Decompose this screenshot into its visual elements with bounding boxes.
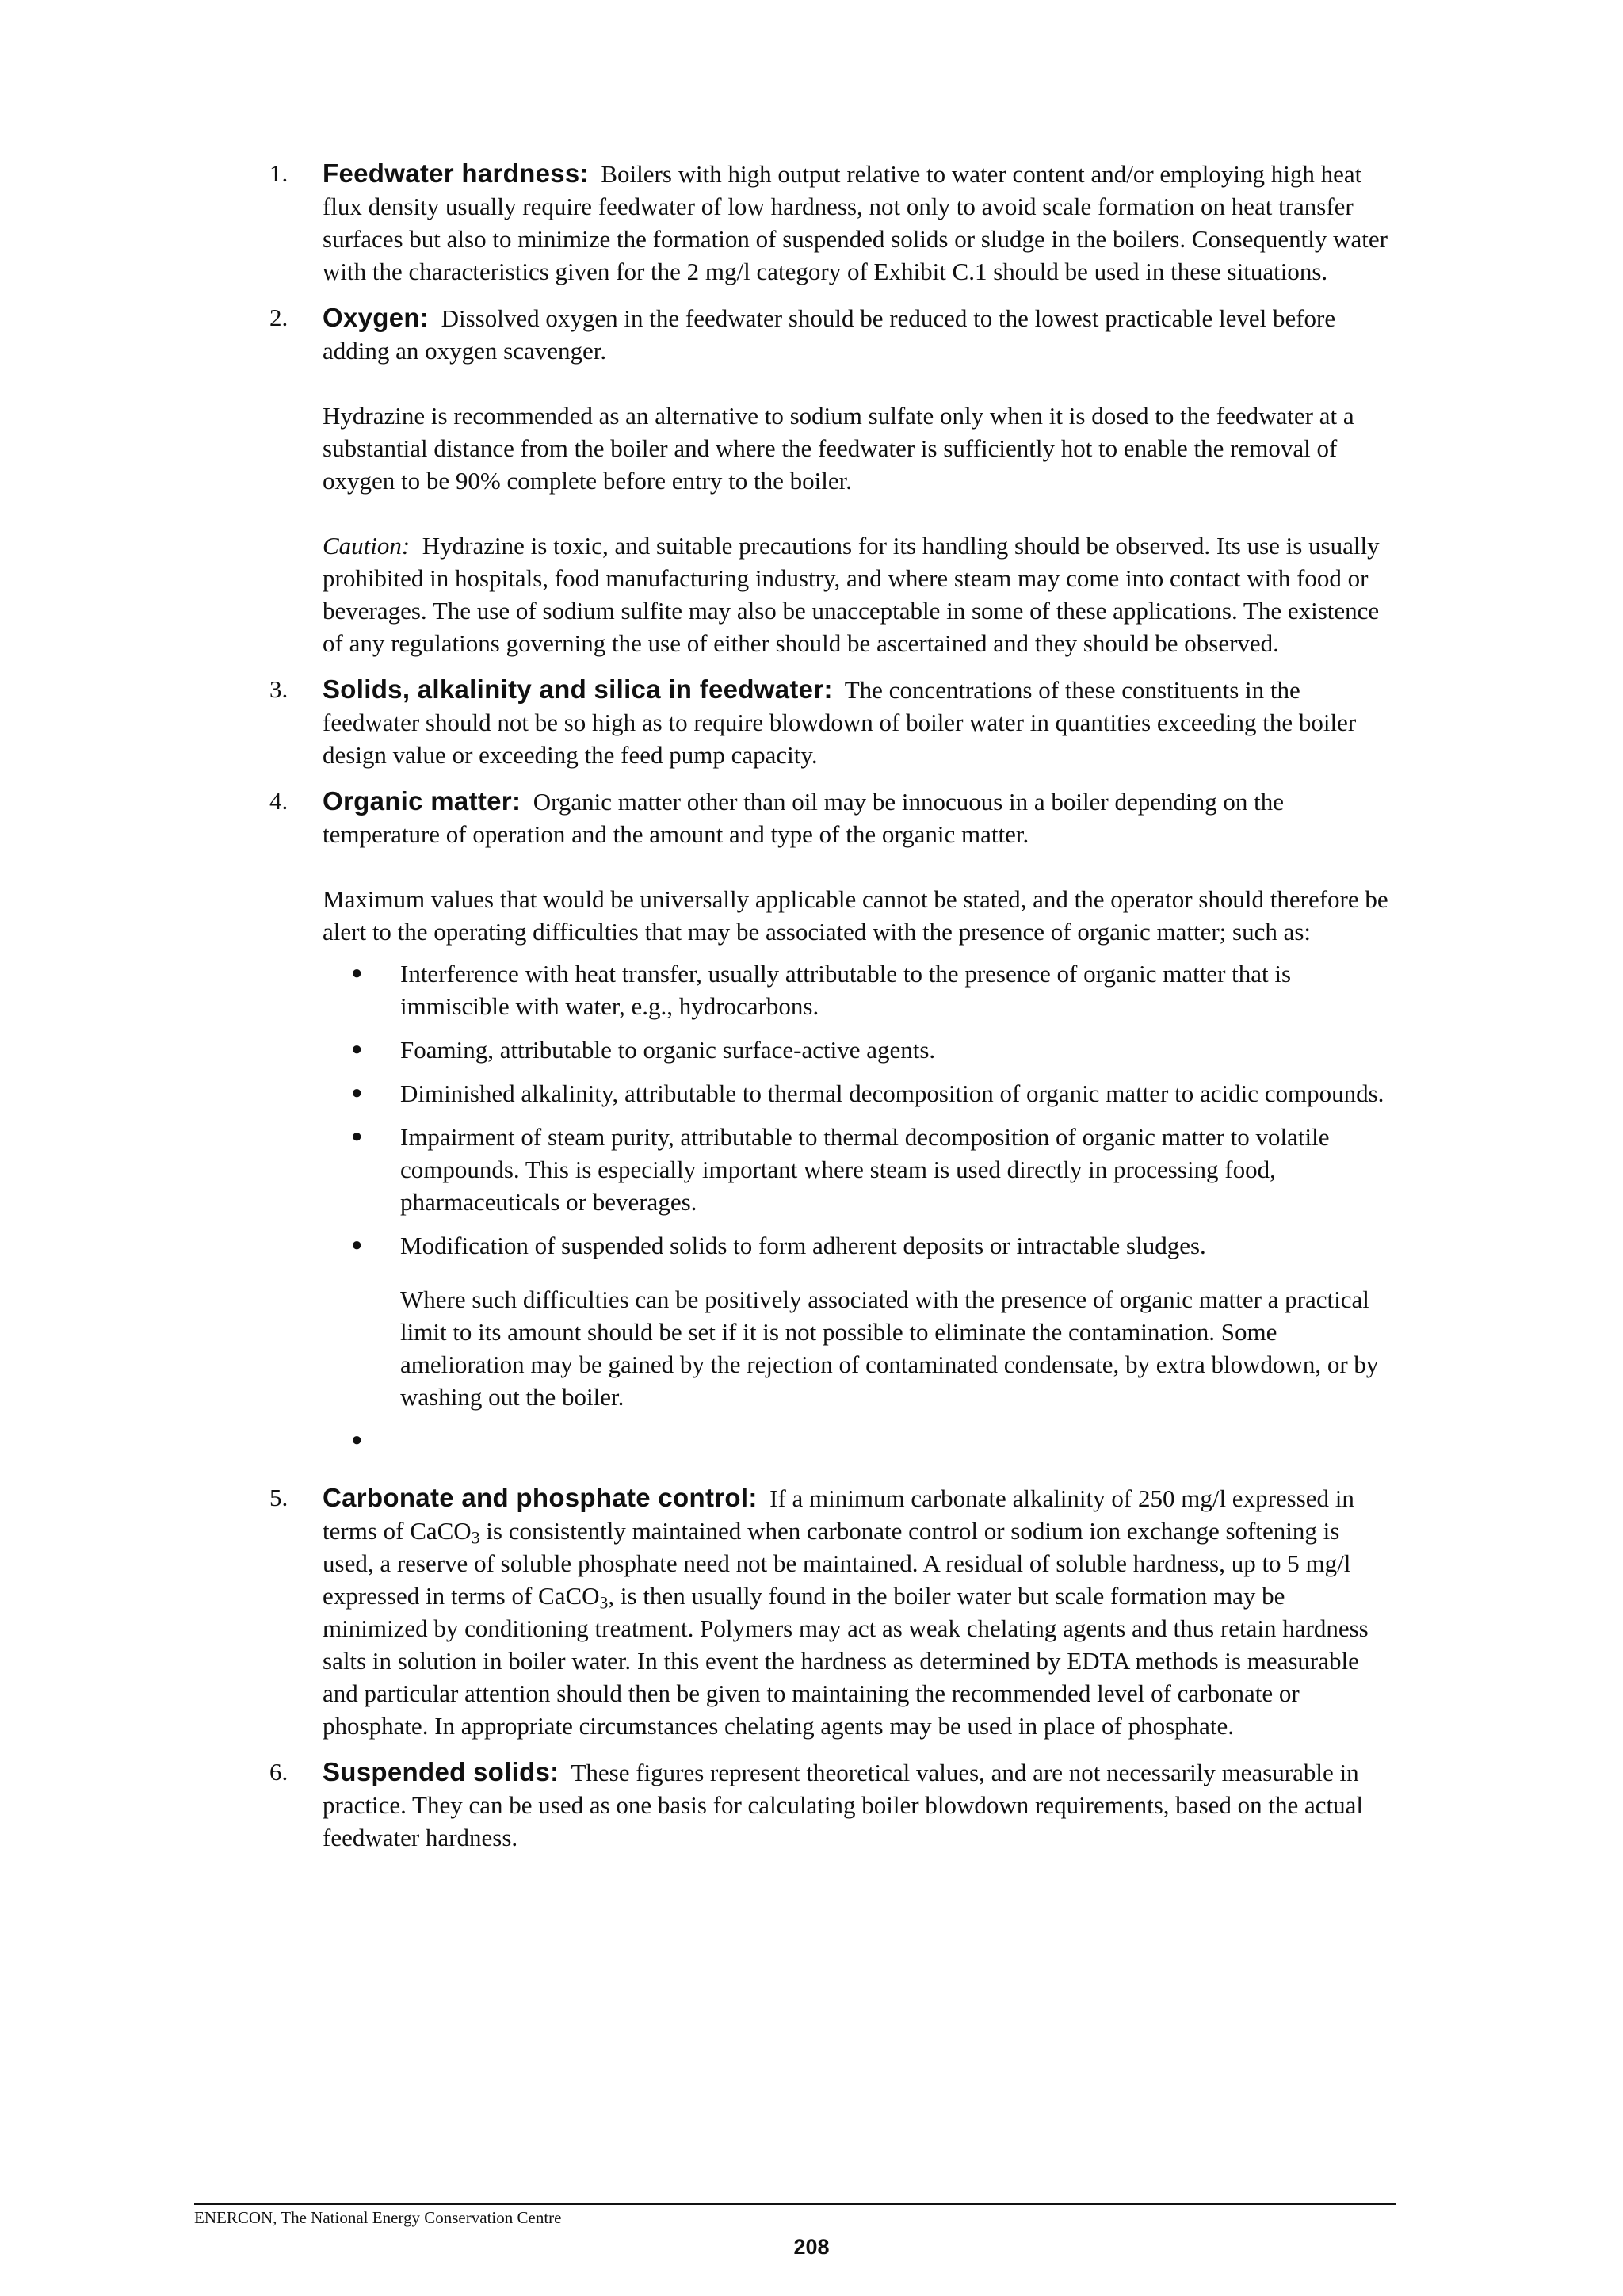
note-item-feedwater-hardness (269, 157, 1395, 288)
item-text-part-a: If a minimum carbonate alkalinity of 250 mg/l expressed in terms of CaCO (323, 1484, 1354, 1545)
bullet-icon: ● (351, 963, 363, 984)
caution-label: Caution: (323, 532, 411, 560)
difficulties-list (323, 957, 1395, 1262)
bullet-icon: ● (351, 1235, 363, 1255)
item-text: Dissolved oxygen in the feedwater should be reduced to the lowest practicable level before adding an oxygen scavenger. (323, 304, 1336, 365)
item-number: 4. (269, 787, 288, 815)
item-heading: Feedwater hardness: (323, 159, 589, 188)
maximum-values-paragraph: Maximum values that would be universally applicable cannot be stated, and the operator should therefore be alert to the operating difficulties that may be associated with the presence of organic matter; such as: (323, 885, 1388, 946)
bullet-icon: ● (351, 1126, 363, 1147)
notes-list (269, 157, 1395, 1867)
bullet-icon: ● (351, 1083, 363, 1103)
item-paragraph (323, 1755, 1395, 1854)
list-item: ● Modification of suspended solids to form adherent deposits or intractable sludges. (323, 1229, 1395, 1262)
bullet-icon: ● (351, 1039, 363, 1060)
list-item: ● Diminished alkalinity, attributable to thermal decomposition of organic matter to acidic compounds. (323, 1077, 1395, 1110)
item-text-part-c: , is then usually found in the boiler water but scale formation may be minimized by conditioning treatment. Polymers may act as weak chelating agents and thus retain hardness salts in solution in boiler water. In this event the hardness as determined by EDTA methods is measurable and particular attention should then be given to maintaining the recommended level of carbonate or phosphate. In appropriate circumstances chelating agents may be used in place of phosphate. (323, 1582, 1369, 1740)
note-item-suspended-solids (269, 1755, 1395, 1854)
item-heading: Suspended solids: (323, 1757, 559, 1786)
note-item-organic-matter (269, 785, 1395, 1468)
item-text-part-b: is consistently maintained when carbonate control or sodium ion exchange softening is used, a reserve of soluble phosphate need not be maintained. A residual of soluble hardness, up to 5 mg/l expressed in terms of CaCO (323, 1517, 1351, 1610)
footer-divider (194, 2203, 1396, 2205)
item-number: 2. (269, 304, 288, 331)
footer-organization: ENERCON, The National Energy Conservation Centre (194, 2208, 562, 2227)
hydrazine-paragraph: Hydrazine is recommended as an alternative to sodium sulfate only when it is dosed to the feedwater at a substantial distance from the boiler and where the feedwater is sufficiently hot to enable the removal of oxygen to be 90% complete before entry to the boiler. (323, 402, 1354, 495)
subscript: 3 (599, 1593, 609, 1613)
item-number: 5. (269, 1484, 288, 1511)
list-item: ● Foaming, attributable to organic surface-active agents. (323, 1033, 1395, 1066)
item-number: 3. (269, 675, 288, 703)
item-text: The concentrations of these constituents in the feedwater should not be so high as to require blowdown of boiler water in quantities exceeding the boiler design value or exceeding the feed pump capacity. (323, 676, 1357, 769)
item-number: 6. (269, 1758, 288, 1786)
item-text: Boilers with high output relative to water content and/or employing high heat flux density usually require feedwater of low hardness, not only to avoid scale formation on heat transfer surfaces but also to minimize the formation of suspended solids or sludge in the boilers. Consequently water with the characteristics given for the 2 mg/l category of Exhibit C.1 should be used in these situations. (323, 160, 1388, 285)
item-paragraph (323, 1481, 1395, 1742)
note-item-oxygen (269, 301, 1395, 659)
caution-text: Hydrazine is toxic, and suitable precautions for its handling should be observed. Its use is usually prohibited in hospitals, food manufacturing industry, and where steam may come into contact with food or beverages. The use of sodium sulfite may also be unacceptable in some of these applications. The existence of any regulations governing the use of either should be ascertained and they should be observed. (323, 532, 1380, 657)
empty-bullet-list (323, 1424, 1395, 1457)
item-heading: Carbonate and phosphate control: (323, 1483, 758, 1512)
caution-paragraph (323, 529, 1395, 659)
item-paragraph (323, 157, 1395, 288)
note-item-solids-alkalinity-silica (269, 673, 1395, 771)
bullet-icon: ● (351, 1430, 363, 1450)
item-heading: Solids, alkalinity and silica in feedwater: (323, 674, 833, 704)
item-text: Organic matter other than oil may be innocuous in a boiler depending on the temperature of operation and the amount and type of the organic matter. (323, 788, 1284, 848)
list-item: ● Interference with heat transfer, usually attributable to the presence of organic matter that is immiscible with water, e.g., hydrocarbons. (323, 957, 1395, 1022)
list-item: ● Impairment of steam purity, attributable to thermal decomposition of organic matter to volatile compounds. This is especially important where steam is used directly in processing food, pharmaceuticals or beverages. (323, 1121, 1395, 1218)
item-paragraph (323, 673, 1395, 771)
note-item-carbonate-phosphate (269, 1481, 1395, 1742)
item-heading: Oxygen: (323, 303, 430, 332)
item-number: 1. (269, 159, 288, 187)
item-heading: Organic matter: (323, 786, 521, 816)
subscript: 3 (471, 1528, 480, 1548)
page-number: 208 (793, 2235, 830, 2259)
item-paragraph (323, 785, 1395, 850)
item-text: These figures represent theoretical values, and are not necessarily measurable in practice. They can be used as one basis for calculating boiler blowdown requirements, based on the actual feedwater hardness. (323, 1759, 1364, 1851)
difficulties-note: Where such difficulties can be positively associated with the presence of organic matter a practical limit to its amount should be set if it is not possible to eliminate the contamination. Some amelioration may be gained by the rejection of contaminated condensate, by extra blowdown, or by washing out the boiler. (400, 1286, 1379, 1411)
item-paragraph (323, 301, 1395, 367)
empty-list-item (323, 1424, 1395, 1457)
